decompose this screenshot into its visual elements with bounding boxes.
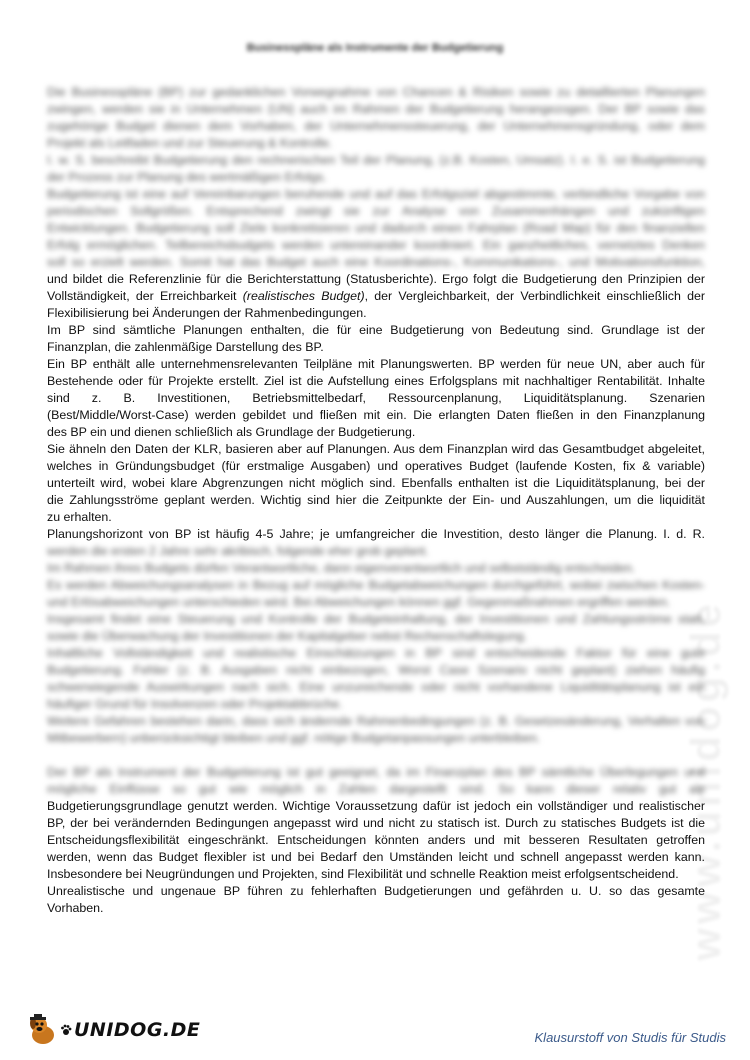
document-body <box>47 84 705 917</box>
text-line: schwerwiegende Auswirkungen nach sich. Eine unzureichende oder nicht vorhandene Liquiditätsplanung ist ein <box>47 680 705 694</box>
watermark: www.unidog.de <box>682 600 729 961</box>
text-line: und bildet die Referenzlinie für die Berichterstattung (Statusberichte). Ergo folgt die Budgetierung den Prinzipien der <box>47 272 705 286</box>
text-line: Unrealistische und ungenaue BP führen zu fehlerhaften Budgetierungen und gefährden u. U. so das gesamte <box>47 884 705 898</box>
text-line: des BP ein und dienen schließlich als Grundlage der Budgetierung. <box>47 425 416 439</box>
text-line: Budgetierung ist eine auf Vereinbarungen beruhende und auf das Erfolgsziel abgestimmte, verbindliche Vorgabe von <box>47 187 705 201</box>
text-line: Entscheidungsflexibilität eingeschränkt. Entscheidungen könnten anders und mit besseren Resultaten getroffen <box>47 833 705 847</box>
text-line: und Erlösabweichungen unterschieden wird. Bei Abweichungen können ggf. Gegenmaßnahmen ergriffen werden. <box>47 595 671 609</box>
text-line: unterteilt wird, wobei klare Abgrenzungen nicht möglich sind. Ebenfalls enthalten ist die Liquiditätsplanung, bei der <box>47 476 705 490</box>
text-line: Weitere Gefahren bestehen darin, dass sich ändernde Rahmenbedingungen (z. B. Gesetzesänderung, Verhalten von <box>47 714 705 728</box>
text-line: die Zahlungsströme geplant werden. Wichtig sind hier die Zeitpunkte der Ein- und Auszahlungen, um die liquidität <box>47 493 705 507</box>
text-line: Vorhaben. <box>47 901 104 915</box>
text-line: werden die ersten 2 Jahre sehr akribisch, folgende eher grob geplant. <box>47 544 429 558</box>
text-line: Finanzplan, die zahlenmäßige Darstellung des BP. <box>47 340 324 354</box>
text-line: periodischen Sollgrößen. Entsprechend zwingt sie zur Analyse von Zusammenhängen und zukünftigen <box>47 204 705 218</box>
text-line: zugehörige Budget dienen dem Vorhaben, der Unternehmenssteuerung, der Unternehmensgründung, oder dem <box>47 119 705 133</box>
text-line: BP, der bei verändernden Bedingungen angepasst wird und nicht zu statisch ist. Durch zu statisches Budgets ist die <box>47 816 705 830</box>
document-title: Businesspläne als Instrumente der Budgetierung <box>246 42 504 54</box>
text-line: mögliche Einflüsse so gut wie möglich in Zahlen dargestellt sind. So kann dieser relativ gut als <box>47 782 705 796</box>
text-line: soll so erzielt werden. Somit hat das Budget auch eine Koordinations-, Kommunikations-, und Motivationsfunktion, <box>47 255 705 269</box>
text-line: Entwicklungen. Budgetierung soll Ziele konkretisieren und dadurch einen Fahrplan (Road Map) für den finanziellen <box>47 221 705 235</box>
text-line: Die Businesspläne (BP) zur gedanklichen Vorwegnahme von Chancen & Risiken sowie zu detaillierten Planungen <box>47 85 705 99</box>
text-line: werden, wenn das Budget flexibler ist und bei Bedarf den Umständen leicht und schnell angepasst werden kann. <box>47 850 705 864</box>
text-line: Inhaltliche Vollständigkeit und realistische Einschätzungen in BP sind entscheidende Faktor für eine gute <box>47 646 705 660</box>
text-line: zwingen, werden sie in Unternehmen (UN) auch im Rahmen der Budgetierung herangezogen. Der BP sowie das <box>47 102 705 116</box>
text-line: Insbesondere bei Neugründungen und Projekten, sind Flexibilität und schnelle Reaktion meist erfolgsentscheidend. <box>47 867 679 881</box>
text-line: Es werden Abweichungsanalysen in Bezug auf mögliche Budgetabweichungen durchgeführt, wobei zwischen Kosten- <box>47 578 705 592</box>
text-line: Planungshorizont von BP ist häufig 4-5 Jahre; je umfangreicher die Investition, desto länger die Planung. I. d. R. <box>47 527 705 541</box>
text-line: häufiger Grund für Insolvenzen oder Projektabbrüche. <box>47 697 343 711</box>
text-line: sowie die Überwachung der Investitionen der Kapitalgeber nebst Rechenschaftslegung. <box>47 629 528 643</box>
text-line: Vollständigkeit, der Erreichbarkeit (realistisches Budget), der Vergleichbarkeit, der Verbindlichkeit einschließlich der <box>47 289 705 303</box>
text-line: der Prozess zur Planung des wertmäßigen Erfolgs. <box>47 170 327 184</box>
text-line: Budgetierung. Fehler (z. B. Ausgaben nicht einbezogen, Worst Case Szenario nicht geplant) ziehen häufig <box>47 663 705 677</box>
text-line: Insgesamt findet eine Steuerung und Kontrolle der Budgeteinhaltung, der Investitionen und Zahlungsströme statt, <box>47 612 705 626</box>
paw-icon <box>60 1024 72 1036</box>
text-line: Bestehende oder für Projekte erstellt. Ziel ist die Aufstellung eines Erfolgsplans mit nachhaltiger Rentabilität. Inhalte <box>47 374 705 388</box>
text-line: I. w. S. beschreibt Budgetierung den rechnerischen Teil der Planung, (z.B. Kosten, Umsatz). I. e. S. ist Budgetierung <box>47 153 705 167</box>
footer-slogan: Klausurstoff von Studis für Studis <box>534 1030 726 1045</box>
text-line: Flexibilisierung bei Änderungen der Rahmenbedingungen. <box>47 306 367 320</box>
unidog-logo[interactable] <box>26 1010 200 1050</box>
text-line: Budgetierungsgrundlage genutzt werden. Wichtige Voraussetzung dafür ist jedoch ein vollständiger und realistischer <box>47 799 705 813</box>
text-line: Im Rahmen ihres Budgets dürfen Verantwortliche, dann eigenverantwortlich und selbstständig entscheiden. <box>47 561 636 575</box>
text-line: Projekt als Leitfaden und zur Steuerung & Kontrolle. <box>47 136 333 150</box>
logo-text: UNIDOG.DE <box>74 1019 201 1041</box>
text-line: Im BP sind sämtliche Planungen enthalten, die für eine Budgetierung von Bedeutung sind. Grundlage ist der <box>47 323 705 337</box>
text-line: Erfolg ermöglichen. Teilbereichsbudgets werden untereinander koordiniert. Ein ganzheitliches, vernetztes Denken <box>47 238 705 252</box>
text-line: welches in Gründungsbudget (für erstmalige Ausgaben) und operatives Budget (laufende Kosten, fix & variable) <box>47 459 705 473</box>
text-line: (Best/Middle/Worst-Case) werden gebildet und fließen mit ein. Die erlangten Daten fließen in den Finanzplanung <box>47 408 705 422</box>
dog-mascot-icon <box>26 1013 60 1047</box>
text-line: sind z. B. Investitionen, Betriebsmittelbedarf, Ressourcenplanung, Liquiditätsplanung. Szenarien <box>47 391 705 405</box>
text-line: Sie ähneln den Daten der KLR, basieren aber auf Planungen. Aus dem Finanzplan wird das Gesamtbudget abgeleitet, <box>47 442 705 456</box>
text-line: Der BP als Instrument der Budgetierung ist gut geeignet, da im Finanzplan des BP sämtliche Überlegungen und <box>47 765 705 779</box>
paragraph-gap <box>47 747 705 764</box>
text-line: zu erhalten. <box>47 510 112 524</box>
text-line: Mitbewerbern) unberücksichtigt bleiben und ggf. nötige Budgetanpassungen unterbleiben. <box>47 731 541 745</box>
text-line: Ein BP enthält alle unternehmensrelevanten Teilpläne mit Planungswerten. BP werden für neue UN, aber auch für <box>47 357 705 371</box>
